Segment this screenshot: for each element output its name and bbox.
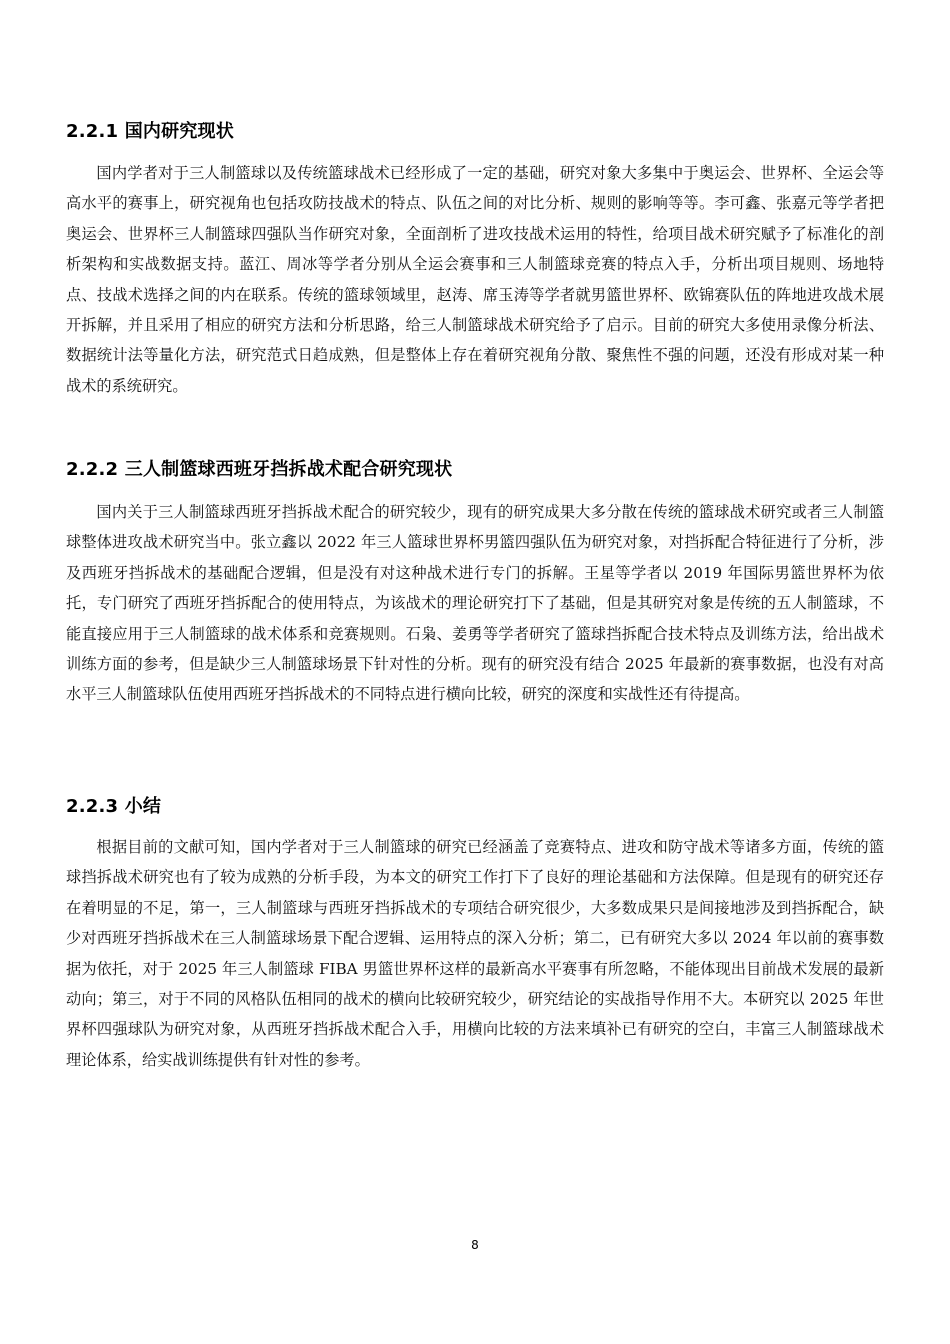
page-number: 8 [471, 1238, 479, 1252]
section-heading: 2.2.1 国内研究现状 [66, 121, 234, 142]
section-domestic-research-status [66, 120, 884, 401]
section-paragraph: 根据目前的文献可知，国内学者对于三人制篮球的研究已经涵盖了竞赛特点、进攻和防守战术等诸多方面，传统的篮球挡拆战术研究也有了较为成熟的分析手段，为本文的研究工作打下了良好的理论基础和方法保障。但是现有的研究还存在着明显的不足，第一，三人制篮球与西班牙挡拆战术的专项结合研究很少，大多数成果只是间接地涉及到挡拆配合，缺少对西班牙挡拆战术在三人制篮球场景下配合逻辑、运用特点的深入分析；第二，已有研究大多以 2024 年以前的赛事数据为依托，对于 2025 年三人制篮球 FIBA 男篮世界杯这样的最新高水平赛事有所忽略，不能体现出目前战术发展的最新动向；第三，对于不同的风格队伍相同的战术的横向比较研究较少，研究结论的实战指导作用不大。本研究以 2025 年世界杯四强球队为研究对象，从西班牙挡拆战术配合入手，用横向比较的方法来填补已有研究的空白，丰富三人制篮球战术理论体系，给实战训练提供有针对性的参考。 [66, 838, 884, 1069]
section-paragraph: 国内关于三人制篮球西班牙挡拆战术配合的研究较少，现有的研究成果大多分散在传统的篮球战术研究或者三人制篮球整体进攻战术研究当中。张立鑫以 2022 年三人篮球世界杯男篮四强队伍为研究对象，对挡拆配合特征进行了分析，涉及西班牙挡拆战术的基础配合逻辑，但是没有对这种战术进行专门的拆解。王星等学者以 2019 年国际男篮世界杯为依托，专门研究了西班牙挡拆配合的使用特点，为该战术的理论研究打下了基础，但是其研究对象是传统的五人制篮球，不能直接应用于三人制篮球的战术体系和竞赛规则。石枭、姜勇等学者研究了篮球挡拆配合技术特点及训练方法，给出战术训练方面的参考，但是缺少三人制篮球场景下针对性的分析。现有的研究没有结合 2025 年最新的赛事数据，也没有对高水平三人制篮球队伍使用西班牙挡拆战术的不同特点进行横向比较，研究的深度和实战性还有待提高。 [66, 503, 884, 704]
section-paragraph: 国内学者对于三人制篮球以及传统篮球战术已经形成了一定的基础，研究对象大多集中于奥运会、世界杯、全运会等高水平的赛事上，研究视角也包括攻防技战术的特点、队伍之间的对比分析、规则的影响等等。李可鑫、张嘉元等学者把奥运会、世界杯三人制篮球四强队当作研究对象，全面剖析了进攻技战术运用的特性，给项目战术研究赋予了标准化的剖析架构和实战数据支持。蓝江、周冰等学者分别从全运会赛事和三人制篮球竞赛的特点入手，分析出项目规则、场地特点、技战术选择之间的内在联系。传统的篮球领域里，赵涛、席玉涛等学者就男篮世界杯、欧锦赛队伍的阵地进攻战术展开拆解，并且采用了相应的研究方法和分析思路，给三人制篮球战术研究给予了启示。目前的研究大多使用录像分析法、数据统计法等量化方法，研究范式日趋成熟，但是整体上存在着研究视角分散、聚焦性不强的问题，还没有形成对某一种战术的系统研究。 [66, 164, 884, 395]
section-summary [66, 795, 884, 1075]
section-heading: 2.2.2 三人制篮球西班牙挡拆战术配合研究现状 [66, 459, 453, 480]
section-heading: 2.2.3 小结 [66, 796, 162, 817]
section-spanish-pick-and-roll-research [66, 458, 884, 710]
